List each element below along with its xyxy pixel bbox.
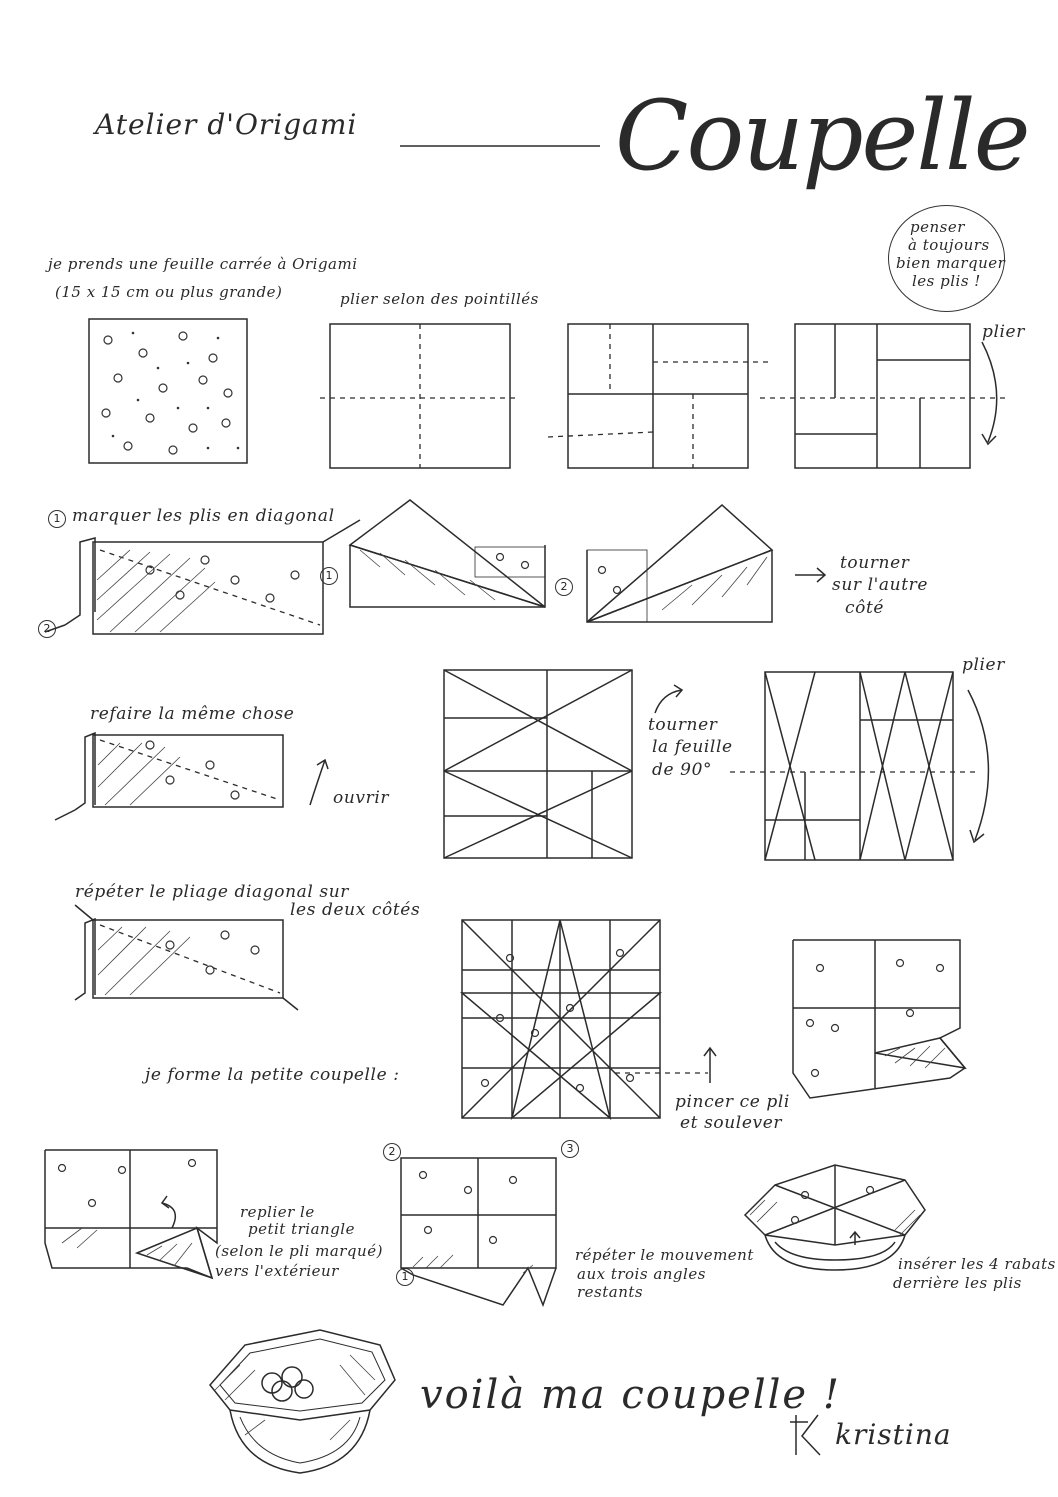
step2-num1-marker: 1 — [48, 510, 66, 528]
tip-line2: à toujours — [908, 236, 990, 254]
arrow-rotate — [650, 685, 690, 715]
square-quarter-folds — [548, 322, 768, 472]
repeat-diagonal-line2: les deux côtés — [290, 900, 421, 920]
repeat-move-line1: répéter le mouvement — [575, 1246, 754, 1264]
rectangle-diagonal-hatched-1 — [55, 520, 365, 640]
square-x-creases-rotated — [730, 670, 1010, 865]
turn-over-line3: côté — [845, 598, 885, 618]
rotate-line1: tourner — [648, 715, 718, 735]
square-x-creases — [442, 668, 637, 863]
square-star-creases — [460, 918, 710, 1123]
signature-mark — [788, 1410, 828, 1460]
square-lifted-corner — [790, 938, 980, 1108]
title-separator-line — [400, 140, 600, 150]
step2-title: marquer les plis en diagonal — [72, 506, 335, 526]
fold-triangle-line3: (selon le pli marqué) — [215, 1242, 383, 1260]
rectangle-diagonal-hatched-3 — [60, 905, 300, 1015]
rectangle-folded-triangle-1 — [345, 495, 555, 615]
fold-triangle-line2: petit triangle — [248, 1220, 355, 1238]
corner-marker-1: 1 — [396, 1268, 414, 1286]
signature-name: kristina — [835, 1418, 952, 1451]
repeat-move-line2: aux trois angles — [577, 1265, 706, 1283]
redo-label: refaire la même chose — [90, 704, 295, 724]
rectangle-folded-triangle-2 — [582, 505, 782, 625]
turn-over-line1: tourner — [840, 553, 910, 573]
fold-label-step3: plier — [962, 655, 1005, 675]
step2-illus-num1: 1 — [320, 567, 338, 585]
blossom-pattern — [102, 332, 239, 454]
arrow-turn-over — [795, 565, 835, 585]
rotate-line3: de 90° — [652, 760, 713, 780]
pinch-line1: pincer ce pli — [675, 1092, 790, 1112]
fold-triangle-line4: vers l'extérieur — [215, 1262, 339, 1280]
finished-bowl-sketch — [200, 1325, 400, 1485]
turn-over-line2: sur l'autre — [832, 575, 929, 595]
corner-marker-3: 3 — [561, 1140, 579, 1158]
final-done-label: voilà ma coupelle ! — [420, 1372, 841, 1418]
insert-flaps-line1: insérer les 4 rabats — [898, 1255, 1056, 1273]
open-label: ouvrir — [333, 788, 390, 808]
fold-label-top: plier — [982, 322, 1025, 342]
pinch-line2: et soulever — [680, 1113, 783, 1133]
step2-illus-num2: 2 — [555, 578, 573, 596]
workshop-title: Atelier d'Origami — [95, 108, 358, 141]
rotate-line2: la feuille — [652, 737, 733, 757]
tip-line3: bien marquer — [896, 254, 1006, 272]
rectangle-diagonal-hatched-2 — [60, 725, 290, 825]
repeat-move-line3: restants — [577, 1283, 644, 1301]
berries-in-bowl — [262, 1367, 313, 1401]
step2-num2-marker: 2 — [38, 620, 56, 638]
square-one-corner-folded — [398, 1155, 568, 1315]
arrow-pinch — [700, 1045, 720, 1085]
tip-line1: penser — [910, 218, 965, 236]
step1-line1: je prends une feuille carrée à Origami — [48, 255, 358, 273]
step1-line2: (15 x 15 cm ou plus grande) — [55, 283, 283, 301]
fold-triangle-line1: replier le — [240, 1203, 315, 1221]
square-cross-fold — [320, 322, 520, 472]
tip-line4: les plis ! — [912, 272, 981, 290]
repeat-diagonal-line1: répéter le pliage diagonal sur — [75, 882, 349, 902]
model-title: Coupelle — [615, 80, 1029, 192]
fold-dotted-label: plier selon des pointillés — [340, 290, 539, 308]
patterned-square-sheet — [88, 318, 250, 466]
insert-flaps-line2: derrière les plis — [893, 1274, 1022, 1292]
form-bowl-label: je forme la petite coupelle : — [145, 1065, 400, 1085]
square-panel-folds — [760, 322, 1010, 472]
corner-marker-2: 2 — [383, 1143, 401, 1161]
square-fold-triangle-out — [42, 1148, 232, 1283]
